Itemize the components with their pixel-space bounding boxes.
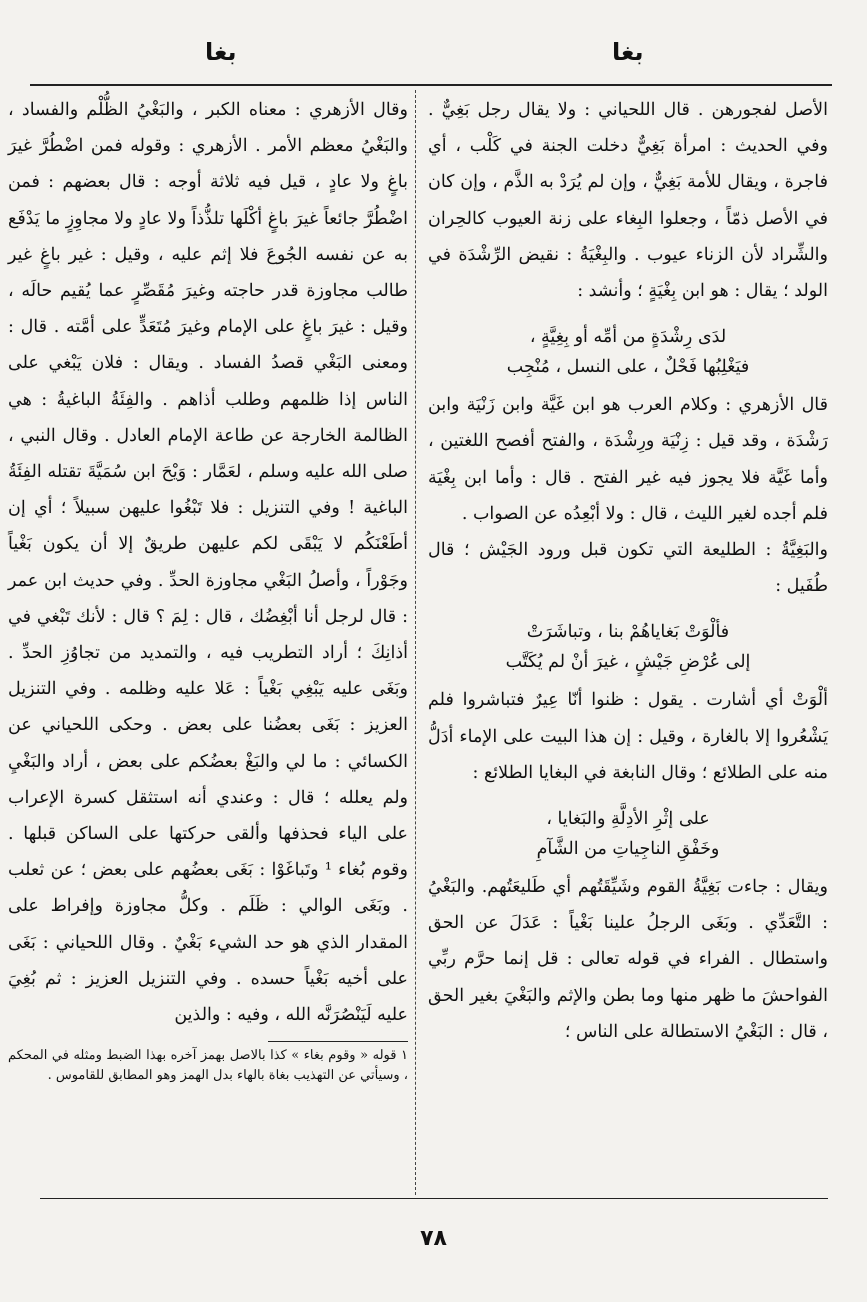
verse-block bbox=[428, 618, 828, 676]
verse-line: فيَغْلِبُها فَحْلٌ ، على النسل ، مُنْجِب bbox=[506, 357, 750, 378]
headword-right: بغا bbox=[612, 38, 644, 66]
right-column bbox=[428, 92, 828, 1050]
verse-line: على إثْرِ الأدِلَّةِ والبَغايا ، bbox=[546, 809, 710, 830]
verse-line: فألْوَتْ بَغاياهُمْ بنا ، وتباشَرَتْ bbox=[526, 622, 730, 643]
entry-paragraph: ويقال : جاءت بَغِيَّةُ القوم وشَيِّقَتُهم أي طَليعَتُهم. والبَغْيُ : التَّعَدِّي . وبَغَى الرجلُ علينا بَغْياً : عَدَلَ عن الحق واستطال . الفراء في قوله تعالى : قل إنما حرَّم ربِّي الفواحشَ ما ظهر منها وما بطن والإثم والبَغْيَ بغير الحق ، قال : البَغْيُ الاستطالة على الناس ؛ bbox=[428, 877, 828, 1042]
entry-paragraph: ألْوَتْ أي أشارت . يقول : ظنوا أنّا عِيرٌ فتباشروا فلم يَشْعُروا إلا بالغارة ، وقيل : إن هذا البيت على الإماء أدَلُّ منه على الطلائع ؛ وقال النابغة في البغايا الطلائع : bbox=[428, 690, 828, 783]
entry-paragraph: قال الأزهري : وكلام العرب هو ابن غَيَّة وابن زَنْيَة وابن رَشْدَة ، وقد قيل : زِنْيَة ورِشْدَة ، والفتح أفصح اللغتين ، وأما غَيَّة فلا يجوز فيه غير الفتح . قال : وأما ابن بِغْيَة فلم أجده لغير الليث ، قال : ولا أبْعِدُه عن الصواب . bbox=[428, 395, 828, 524]
verse-line: إلى عُرْضِ جَيْشٍ ، غيرَ أنْ لم يُكَتَّب bbox=[505, 652, 751, 673]
entry-paragraph: والبَغِيَّةُ : الطليعة التي تكون قبل ورود الجَيْش ؛ قال طُفَيل : bbox=[428, 540, 828, 597]
verse-line: وخَفْقِ الناجِياتِ من الشَّآمِ bbox=[536, 839, 720, 860]
footer-rule bbox=[40, 1198, 828, 1199]
footnote-rule bbox=[268, 1041, 408, 1042]
verse-line: لدَى رِشْدَةٍ من أمِّه أو بِغِيَّةٍ ، bbox=[529, 327, 727, 348]
entry-paragraph: وقال الأزهري : معناه الكبر ، والبَغْيُ الظُّلْم والفساد ، والبَغْيُ معظم الأمر . الأزهري : وقوله فمن اضْطُرَّ غيرَ باغٍ ولا عادٍ ، قيل فيه ثلاثة أوجه : قال بعضهم : فمن اضْطُرَّ جائعاً غيرَ باغٍ أكْلَها تلذُّذاً ولا عادٍ ولا مجاوِزٍ ما يَدْفَع به عن نفسه الجُوعَ فلا إثم عليه ، وقيل : غير باغٍ غير طالب مجاوزة قدر حاجته وغيرَ مُقَصِّرٍ عما يُقيم حالَه ، وقيل : غيرَ باغٍ على الإمام وغيرَ مُتَعَدٍّ على أمَّته . قال : ومعنى البَغْي قصدُ الفساد . ويقال : فلان يَبْغي على الناس إذا ظلمهم وطلب أذاهم . والفِئَةُ الباغيةُ : هي الظالمة الخارجة عن طاعة الإمام العادل . وقال النبي ، صلى الله عليه وسلم ، لعَمَّار : وَيْحَ ابن سُمَيَّةَ تقتله الفِئَةُ الباغية ! وفي التنزيل : فلا تَبْغُوا عليهن سبيلاً ؛ أي إن أطَعْنَكُم لا يَبْقَى لكم عليهن طريقٌ إلا أن يكون بَغْياً وجَوْراً ، وأصلُ البَغْي مجاوزة الحدِّ . وفي حديث ابن عمر : قال لرجل أنا أبْغِضُك ، قال : لِمَ ؟ قال : لأنك تَبْغي في أذانِكَ ؛ أراد التطريب فيه ، والتمديد من تجاوُزِ الحدِّ . وبَغَى عليه يَبْغِي بَغْياً : عَلا عليه وظلمه . وفي التنزيل العزيز : بَغَى بعضُنا على بعض . وحكى اللحياني عن الكسائي : ما لي والبَغْ بعضُكم على بعض ، أراد والبَغْيِ ولم يعلله ؛ قال : وعندي أنه استثقل كسرة الإعراب على الياء فحذفها وألقى حركتها على الساكن قبلها . وقوم بُغاء ¹ وتَباغَوْا : بَغَى بعضُهم على بعض ؛ عن ثعلب . وبَغَى الوالي : ظَلَم . وكلُّ مجاوزة وإفراط على المقدار الذي هو حد الشيء بَغْيٌ . وقال اللحياني : بَغَى على أخيه بَغْياً حسده . وفي التنزيل العزيز : ثم بُغِيَ عليه لَيَنْصُرَنَّه الله ، وفيه : والذين bbox=[8, 100, 408, 1026]
entry-paragraph: الأصل لفجورهن . قال اللحياني : ولا يقال رجل بَغِيٌّ . وفي الحديث : امرأة بَغِيٌّ دخلت الجنة في كَلْب ، أي فاجرة ، ويقال للأمة بَغِيٌّ ، وإن لم يُرَدْ به الذَّم ، وإن كان في الأصل ذمّاً ، وجعلوا البِغاء على زنة العيوب كالحِران والشِّراد لأن الزناء عيوب . والبِغْيَةُ : نقيض الرِّشْدَة في الولد ؛ يقال : هو ابن بِغْيَةٍ ؛ وأنشد : bbox=[428, 100, 828, 302]
verse-block bbox=[428, 323, 828, 381]
footnote: ١ قوله « وقوم بغاء » كذا بالاصل بهمز آخره بهذا الضبط ومثله في المحكم ، وسيأتي عن التهذيب بغاة بالهاء بدل الهمز وهو المطابق للقاموس . bbox=[8, 1048, 408, 1084]
verse-block bbox=[428, 805, 828, 863]
column-divider bbox=[415, 90, 417, 1195]
left-column bbox=[8, 92, 408, 1086]
page-number: ٧٨ bbox=[420, 1226, 447, 1251]
header-rule bbox=[30, 84, 832, 86]
headword-left: بغا bbox=[205, 38, 237, 66]
